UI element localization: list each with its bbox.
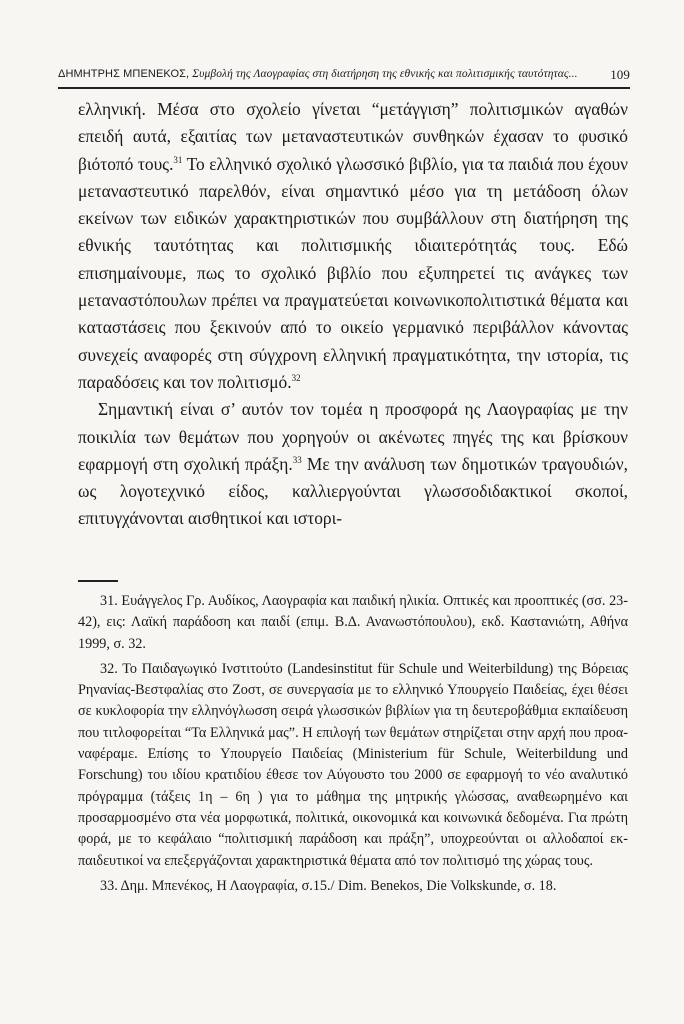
footnote-32: 32. Το Παιδαγωγικό Ινστιτούτο (Landesinstitut für Schule und Weiterbildung) της Βόρειας Ρηνανίας-Βεστφαλίας στο Ζοστ, σε συνεργασία με το ελληνικό Υπουργείο Παιδείας, έχει θέσει σε κυκλοφορία την ελληνόγλωσση σειρά γλωσσικών βιβλίων για τη δευτεροβάθμια εκπαίδευση που τιτλοφορείται “Τα Ελληνικά μας”. Η επιλογή των θεμάτων στηρίζεται στην αρχή που προαναφέραμε. Επίσης το Υπουργείο Παιδείας (Ministerium für Schule, Weiterbildung und Forschung) του ιδίου κρατιδίου έθεσε τον Αύγουστο του 2000 σε εφαρμογή το νέο αναλυτικό πρόγραμμα (τάξεις 1η – 6η ) για το μάθημα της μητρικής γλώσσας, αναθεωρημένο και προσαρμοσμένο στα νέα μορφωτικά, πολιτικά, οικονομικά και κοινωνικά δεδομένα. Για πρώτη φορά, με το κεφάλαιο “πολιτισμική παράδοση και πράξη”, υποχρεούνται οι αλλοδαποί εκπαιδευτικοί να επεξεργάζονται χαρακτηριστικά θέματα από τον πολιτισμό της χώρας τους. [78,660,628,869]
header-author: ΔΗΜΗΤΡΗΣ ΜΠΕΝΕΚΟΣ, [58,68,190,80]
paragraph-1 [78,96,628,396]
paragraph-1-part-b: Το ελληνικό σχολικό γλωσσικό βιβλίο, για τα παιδιά που έχουν μεταναστευτικό παρελθόν, είναι σημαντικό μέσο για τη μετάδοση όλων εκείνων των ειδικών χαρακτηριστικών που συμβάλλουν στη διατήρηση της εθνικής ταυτότητας και πολιτισμικής ιδιαιτερότητάς τους. Εδώ επισημαίνουμε, πως το σχολικό βιβλίο που εξυπηρετεί τις ανάγκες των μεταναστόπουλων πρέπει να πραγματεύεται κοινωνικοπολιτιστικά θέματα και καταστάσεις που ξεκινούν από το οικείο γερμανικό περιβάλλον κάνοντας συνεχείς αναφορές στη σύγχρονη ελληνική πραγματικότητα, την ιστορία, τις παραδόσεις και τον πολιτισμό. [78,153,628,392]
header-title: Συμβολή της Λαογραφίας στη διατήρηση της εθνικής και πολιτισμικής ταυτότητας... [192,68,578,80]
running-header [58,68,630,80]
paragraph-1-part-a: ελληνική. Μέσα στο σχολείο γίνεται “μετάγγιση” πολιτισμικών αγαθών επειδή αυτά, εξαιτίας των μεταναστευτικών συνθηκών έχασαν το φυσικό βιότοπό τους. [78,99,628,174]
page-number: 109 [610,67,630,82]
footnote-33: 33. Δημ. Μπενέκος, Η Λαογραφία, σ.15./ Dim. Benekos, Die Volkskunde, σ. 18. [100,877,557,894]
footnotes [78,591,628,901]
paragraph-2-part-a: Σημαντική είναι σ’ αυτόν τον τομέα η προσφορά ης Λαογραφίας με την ποικιλία των θεμάτων που χορηγούν οι ακένωτες πηγές της και βρίσκουν εφαρμογή στη σχολική πράξη. [78,399,628,474]
footnote-ref-33: 33 [292,455,302,466]
header-rule [58,87,630,89]
body-text [78,96,628,533]
paragraph-2 [78,396,628,532]
footnote-ref-31: 31 [173,154,183,165]
footnote-ref-32: 32 [291,373,301,384]
paragraph-2-part-b: Με την ανάλυση των δημοτικών τραγουδιών, ως λογοτεχνικό είδος, καλλιεργούνται γλωσσοδιδακτικοί σκοποί, επιτυγχάνονται αισθητικοί και ιστορι- [78,453,629,529]
footnote-31: 31. Ευάγγελος Γρ. Αυδίκος, Λαογραφία και παιδική ηλικία. Οπτικές και προοπτικές (σσ. 23-42), εις: Λαϊκή παράδοση και παιδί (επιμ. Β.Δ. Ανανωστόπουλου), εκδ. Καστανιώτη, Αθήνα 1999, σ. 32. [78,593,628,652]
footnote-separator [78,580,118,582]
